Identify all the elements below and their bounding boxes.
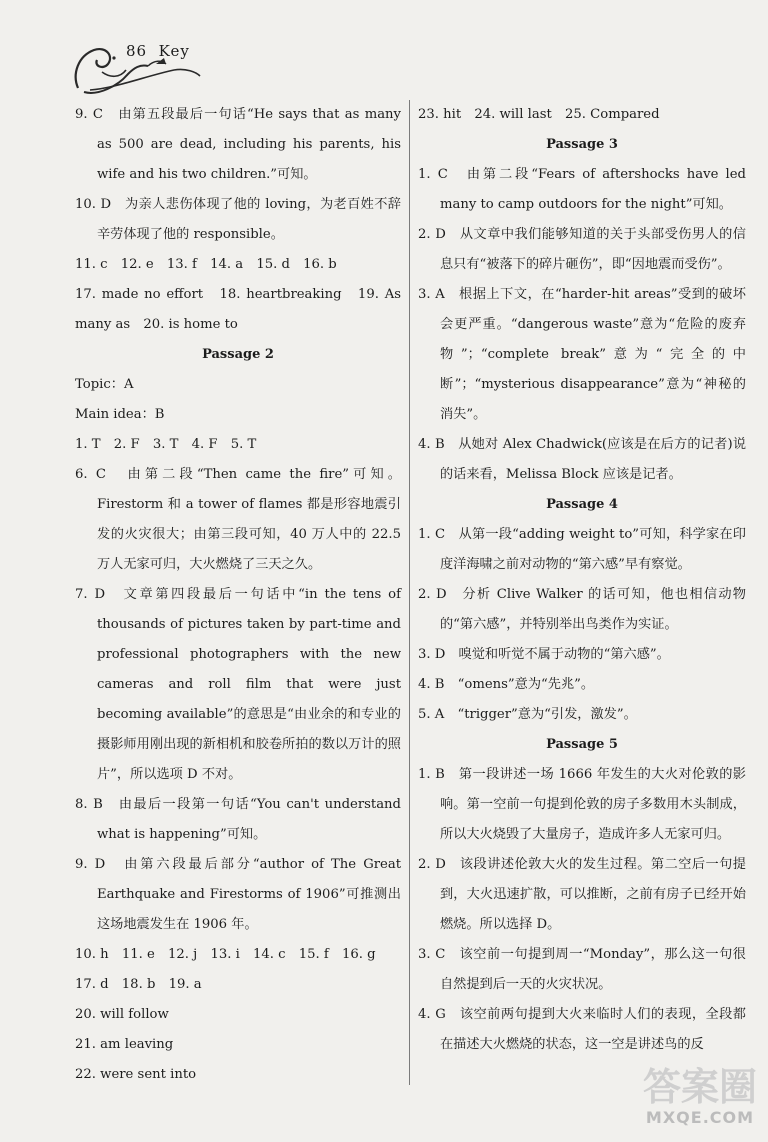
answer-item: 17. d 18. b 19. a — [75, 977, 202, 992]
answer-item: 9. D 由第六段最后部分“author of The Great Earthquake and Firestorms of 1906”可推测出这场地震发生在 1906 年。 — [75, 857, 401, 932]
watermark-url: MXQE.COM — [645, 1108, 755, 1127]
answer-item: 3. D 嗅觉和听觉不属于动物的“第六感”。 — [418, 647, 670, 662]
answer-item: 4. G 该空前两句提到大火来临时人们的表现，全段都在描述大火燃烧的状态，这一空是讲述鸟的反 — [418, 1007, 746, 1052]
answer-item: 1. B 第一段讲述一场 1666 年发生的大火对伦敦的影响。第一空前一句提到伦敦的房子多数用木头制成，所以大火烧毁了大量房子，造成许多人无家可归。 — [418, 767, 746, 842]
answer-item: 4. B “omens”意为“先兆”。 — [418, 677, 595, 692]
answer-item: 4. B 从她对 Alex Chadwick(应该是在后方的记者)说的话来看，Melissa Block 应该是记者。 — [418, 437, 746, 482]
answer-item: Main idea：B — [75, 407, 165, 422]
answer-item: 17. made no effort 18. heartbreaking 19. As many as 20. is home to — [75, 287, 401, 332]
answer-item: 9. C 由第五段最后一句话“He says that as many as 500 are dead, including his parents, his wife and his two children.”可知。 — [75, 107, 401, 182]
answer-item: 5. A “trigger”意为“引发，激发”。 — [418, 707, 637, 722]
section-heading: Passage 3 — [546, 137, 618, 152]
answer-item: 6. C 由第二段“Then came the fire”可知。Firestorm 和 a tower of flames 都是形容地震引发的火灾很大；由第三段可知，40 万人中的 22.5 万人无家可归，大火燃烧了三天之久。 — [75, 467, 401, 572]
answer-item: 10. D 为亲人悲伤体现了他的 loving，为老百姓不辞辛劳体现了他的 responsible。 — [75, 197, 401, 242]
answer-item: 21. am leaving — [75, 1037, 174, 1052]
page-header — [70, 30, 210, 100]
section-heading: Passage 4 — [546, 497, 618, 512]
answer-item: 2. D 分析 Clive Walker 的话可知，他也相信动物的“第六感”，并特别举出鸟类作为实证。 — [418, 587, 746, 632]
answer-item: 8. B 由最后一段第一句话“You can't understand what is happening”可知。 — [75, 797, 401, 842]
answer-item: 2. D 从文章中我们能够知道的关于头部受伤男人的信息只有“被落下的碎片砸伤”，即“因地震而受伤”。 — [418, 227, 746, 272]
section-heading: Passage 2 — [202, 347, 274, 362]
answer-item: Topic：A — [75, 377, 134, 392]
answer-item: 2. D 该段讲述伦敦大火的发生过程。第二空后一句提到，大火迅速扩散，可以推断，之前有房子已经开始燃烧。所以选择 D。 — [418, 857, 746, 932]
answer-item: 1. C 由第二段“Fears of aftershocks have led many to camp outdoors for the night”可知。 — [418, 167, 746, 212]
answer-item: 3. C 该空前一句提到周一“Monday”，那么这一句很自然提到后一天的火灾状况。 — [418, 947, 746, 992]
watermark-logo-text: 答案圈 — [642, 1065, 757, 1109]
page-number-and-label: 86 Key — [126, 42, 190, 60]
answer-item: 7. D 文章第四段最后一句话中“in the tens of thousands of pictures taken by part-time and professional photographers with the new cameras and roll film that were just becoming available”的意思是“由业余的和专业的摄影师用刚出现的新相机和胶卷所拍的数以万计的照片”，所以选项 D 不对。 — [75, 587, 401, 782]
answer-item: 1. C 从第一段“adding weight to”可知，科学家在印度洋海啸之前对动物的“第六感”早有察觉。 — [418, 527, 746, 572]
answer-item: 3. A 根据上下文，在“harder-hit areas”受到的破坏会更严重。“dangerous waste”意为“危险的废弃物”；“complete break”意为“完全的中断”；“mysterious disappearance”意为“神秘的消失”。 — [418, 287, 746, 422]
site-watermark — [640, 1066, 760, 1136]
answer-item: 23. hit 24. will last 25. Compared — [418, 107, 660, 122]
swirl-ornament-icon — [70, 30, 210, 100]
left-column — [75, 100, 401, 1090]
answer-item: 11. c 12. e 13. f 14. a 15. d 16. b — [75, 257, 337, 272]
answer-item: 20. will follow — [75, 1007, 169, 1022]
right-column — [418, 100, 746, 1060]
column-divider — [409, 100, 410, 1085]
answer-item: 10. h 11. e 12. j 13. i 14. c 15. f 16. g — [75, 947, 376, 962]
answer-item: 22. were sent into — [75, 1067, 197, 1082]
section-heading: Passage 5 — [546, 737, 618, 752]
answer-item: 1. T 2. F 3. T 4. F 5. T — [75, 437, 257, 452]
